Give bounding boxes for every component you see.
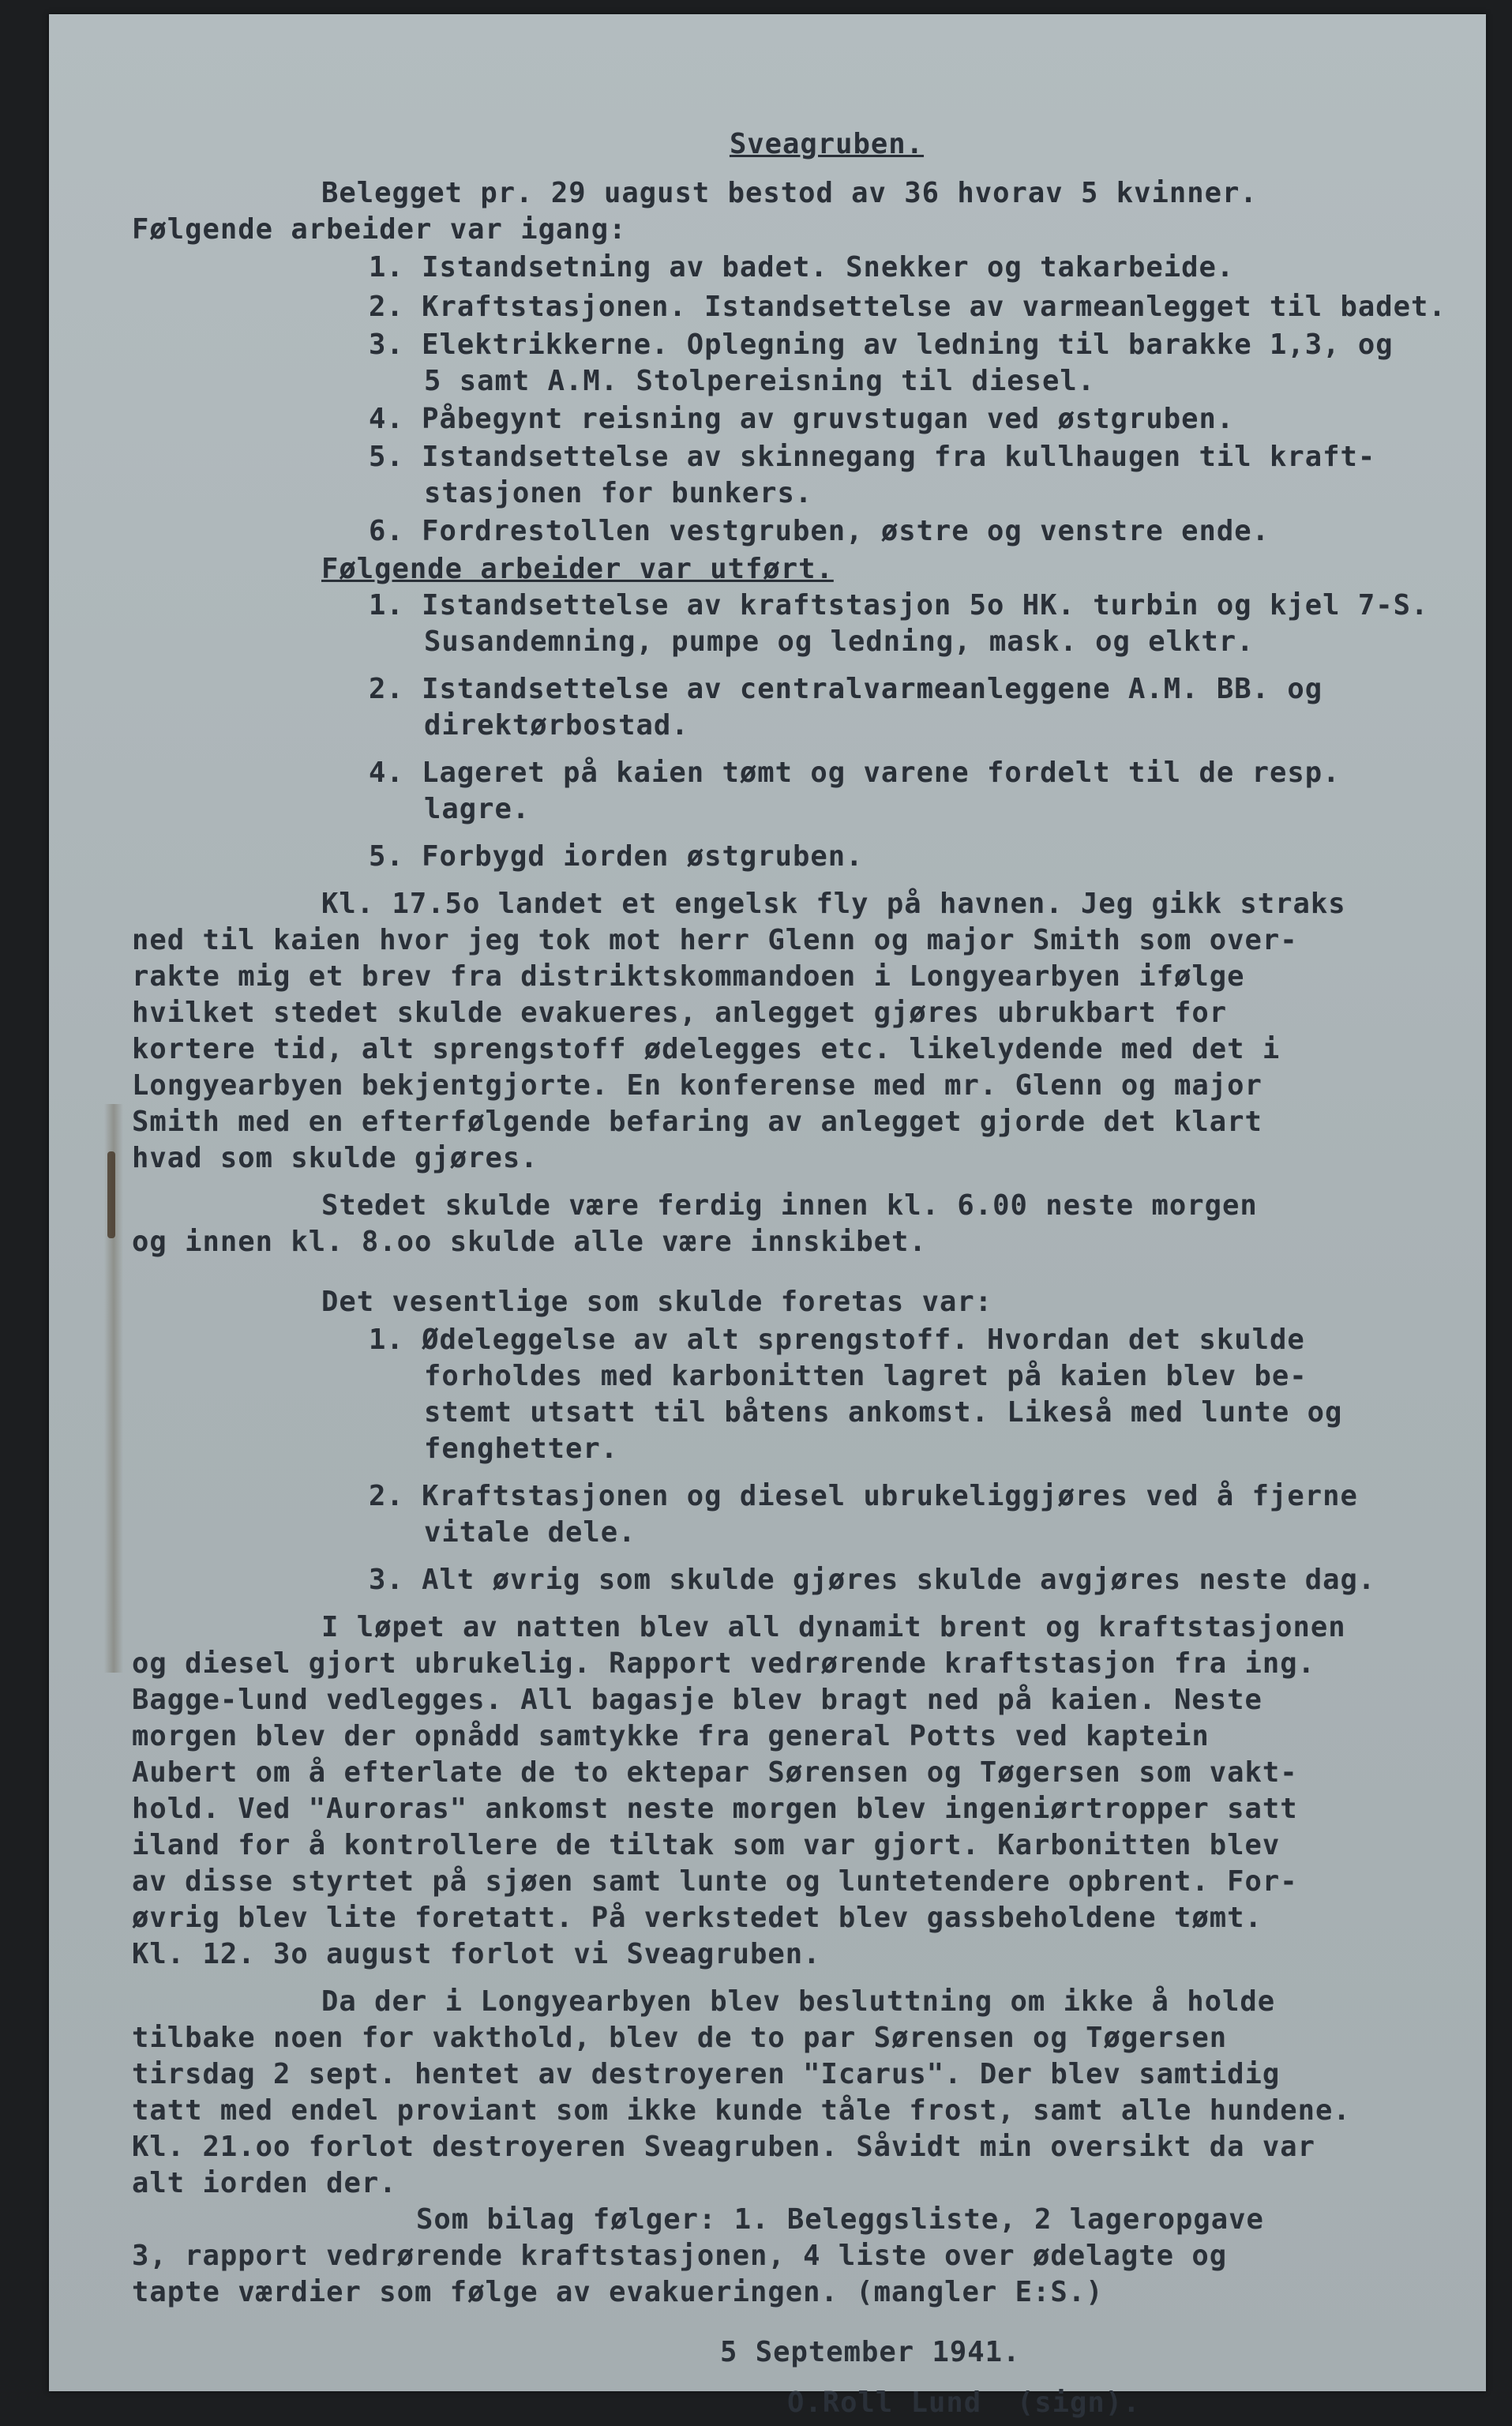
- work-list-in-progress: [132, 248, 1512, 551]
- intro-line: Følgende arbeider var igang:: [132, 213, 627, 246]
- paragraph-line: tilbake noen for vakthold, blev de to par Sørensen og Tøgersen: [132, 2022, 1228, 2054]
- list-item: 1. Istandsetning av badet. Snekker og takarbeide.: [369, 251, 1235, 284]
- list-item: 6. Fordrestollen vestgruben, østre og venstre ende.: [369, 515, 1270, 547]
- paragraph-line: og diesel gjort ubrukelig. Rapport vedrørende kraftstasjon fra ing.: [132, 1647, 1315, 1680]
- list-item-continuation: forholdes med karbonitten lagret på kaien blev be-: [424, 1360, 1308, 1392]
- paragraph-line: hold. Ved "Auroras" ankomst neste morgen blev ingeniørtropper satt: [132, 1793, 1298, 1825]
- list-item-continuation: stasjonen for bunkers.: [424, 477, 813, 509]
- paragraph-line: Kl. 12. 3o august forlot vi Sveagruben.: [132, 1938, 821, 1970]
- section-heading: Følgende arbeider var utført.: [321, 553, 834, 585]
- list-item: 5. Forbygd iorden østgruben.: [369, 840, 864, 873]
- paragraph-line: hvad som skulde gjøres.: [132, 1142, 538, 1174]
- document-date: 5 September 1941.: [720, 2336, 1021, 2368]
- list-item-continuation: vitale dele.: [424, 1516, 636, 1549]
- paragraph-line: alt iorden der.: [132, 2167, 397, 2199]
- paragraph: [132, 886, 1512, 1177]
- rust-stain: [107, 1151, 115, 1238]
- paragraph-line: Som bilag følger: 1. Beleggsliste, 2 lageropgave: [416, 2203, 1264, 2236]
- list-item: 4. Lageret på kaien tømt og varene fordelt til de resp.: [369, 757, 1341, 789]
- paragraph-line: Kl. 17.5o landet et engelsk fly på havnen. Jeg gikk straks: [321, 888, 1346, 920]
- paragraph-line: ned til kaien hvor jeg tok mot herr Glenn og major Smith som over-: [132, 924, 1298, 956]
- paragraph-line: 3, rapport vedrørende kraftstasjonen, 4 liste over ødelagte og: [132, 2240, 1228, 2272]
- paragraph-line: Stedet skulde være ferdig innen kl. 6.00 neste morgen: [321, 1189, 1258, 1222]
- paragraph: [132, 1984, 1512, 2202]
- paragraph-line: tirsdag 2 sept. hentet av destroyeren "Icarus". Der blev samtidig: [132, 2058, 1281, 2090]
- list-item: 3. Elektrikkerne. Oplegning av ledning til barakke 1,3, og: [369, 329, 1394, 361]
- paragraph: [132, 1609, 1512, 1973]
- paragraph-line: øvrig blev lite foretatt. På verkstedet blev gassbeholdene tømt.: [132, 1902, 1263, 1934]
- paragraph-line: morgen blev der opnådd samtykke fra general Potts ved kaptein: [132, 1720, 1210, 1752]
- task-list: [132, 1322, 1512, 1598]
- document-title: Sveagruben.: [729, 128, 925, 160]
- paragraph-line: tatt med endel proviant som ikke kunde tåle frost, samt alle hundene.: [132, 2094, 1351, 2127]
- attachments-paragraph: [132, 2202, 1512, 2311]
- list-item: 2. Istandsettelse av centralvarmeanleggene A.M. BB. og: [369, 673, 1323, 705]
- list-item-continuation: direktørbostad.: [424, 709, 689, 742]
- list-item: 2. Kraftstasjonen og diesel ubrukeliggjøres ved å fjerne: [369, 1480, 1358, 1512]
- section-heading: Det vesentlige som skulde foretas var:: [321, 1286, 993, 1318]
- paragraph-line: av disse styrtet på sjøen samt lunte og luntetendere opbrent. For-: [132, 1865, 1298, 1898]
- paragraph-line: I løpet av natten blev all dynamit brent og kraftstasjonen: [321, 1611, 1346, 1643]
- paragraph: [132, 1188, 1512, 1260]
- list-item-continuation: lagre.: [424, 793, 531, 825]
- paragraph-line: Bagge-lund vedlegges. All bagasje blev bragt ned på kaien. Neste: [132, 1684, 1263, 1716]
- typed-text: [132, 125, 1512, 2423]
- list-item: 3. Alt øvrig som skulde gjøres skulde avgjøres neste dag.: [369, 1564, 1376, 1596]
- list-item: 1. Istandsettelse av kraftstasjon 5o HK. turbin og kjel 7-S.: [369, 589, 1429, 622]
- paragraph-line: iland for å kontrollere de tiltak som var gjort. Karbonitten blev: [132, 1829, 1281, 1861]
- list-item-continuation: Susandemning, pumpe og ledning, mask. og elktr.: [424, 625, 1255, 658]
- paragraph-line: kortere tid, alt sprengstoff ødelegges etc. likelydende med det i: [132, 1033, 1281, 1065]
- intro-line: Belegget pr. 29 uagust bestod av 36 hvorav 5 kvinner.: [321, 177, 1258, 209]
- paragraph-line: Smith med en efterfølgende befaring av anlegget gjorde det klart: [132, 1106, 1263, 1138]
- paragraph-line: Kl. 21.oo forlot destroyeren Sveagruben. Såvidt min oversikt da var: [132, 2131, 1315, 2163]
- list-item: 4. Påbegynt reisning av gruvstugan ved østgruben.: [369, 403, 1235, 435]
- paragraph-line: tapte værdier som følge av evakueringen. (mangler E:S.): [132, 2276, 1104, 2308]
- list-item-continuation: stemt utsatt til båtens ankomst. Likeså med lunte og: [424, 1396, 1343, 1429]
- work-list-completed: [132, 588, 1512, 875]
- list-item-continuation: 5 samt A.M. Stolpereisning til diesel.: [424, 365, 1096, 397]
- paragraph-line: Da der i Longyearbyen blev besluttning om ikke å holde: [321, 1985, 1276, 2018]
- document-page: [49, 14, 1486, 2419]
- list-item: 1. Ødeleggelse av alt sprengstoff. Hvordan det skulde: [369, 1324, 1305, 1356]
- list-item: 2. Kraftstasjonen. Istandsettelse av varmeanlegget til badet.: [369, 291, 1446, 323]
- signature-line: O.Roll Lund (sign).: [787, 2387, 1141, 2419]
- list-item: 5. Istandsettelse av skinnegang fra kullhaugen til kraft-: [369, 441, 1376, 473]
- paragraph-line: Longyearbyen bekjentgjorte. En konferense med mr. Glenn og major: [132, 1069, 1263, 1102]
- paragraph-line: rakte mig et brev fra distriktskommandoen i Longyearbyen ifølge: [132, 960, 1245, 993]
- paragraph-line: og innen kl. 8.oo skulde alle være innskibet.: [132, 1226, 927, 1258]
- paragraph-line: Aubert om å efterlate de to ektepar Sørensen og Tøgersen som vakt-: [132, 1756, 1298, 1789]
- list-item-continuation: fenghetter.: [424, 1433, 619, 1465]
- paragraph-line: hvilket stedet skulde evakueres, anlegget gjøres ubrukbart for: [132, 997, 1228, 1029]
